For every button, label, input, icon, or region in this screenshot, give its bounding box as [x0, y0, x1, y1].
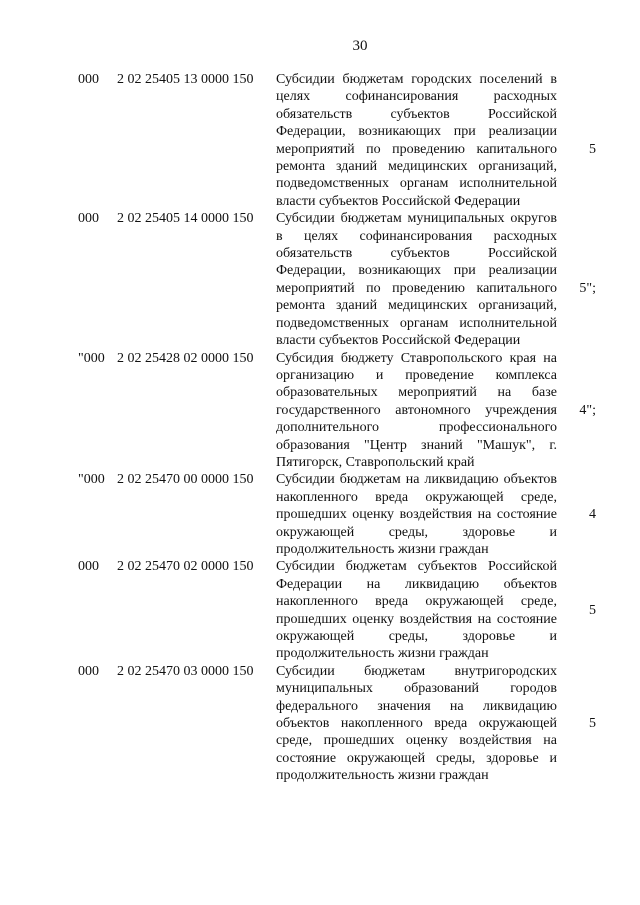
revenue-code: 2 02 25405 14 0000 150 — [117, 211, 254, 227]
table-row — [0, 210, 640, 349]
table-row — [0, 71, 640, 210]
revenue-description: Субсидии бюджетам муниципальных округов в целях софинансирования расходных обязательств субъектов Российской Федерации, возникающих при реализации мероприятий по проведению капитального ремонта зданий медицинских организаций, подведомственных органам исполнительной власти субъектов Российской Федерации — [276, 211, 557, 349]
page-number: 30 — [352, 38, 368, 54]
normative-value: 5"; — [579, 280, 596, 296]
budget-code-table — [0, 71, 640, 785]
revenue-code: 2 02 25470 02 0000 150 — [117, 559, 254, 575]
revenue-code: 2 02 25470 00 0000 150 — [117, 472, 254, 488]
normative-value: 4"; — [579, 402, 596, 418]
revenue-description: Субсидии бюджетам городских поселений в целях софинансирования расходных обязательств субъектов Российской Федерации, возникающих при реализации мероприятий по проведению капитального ремонта зданий медицинских организаций, подведомственных органам исполнительной власти субъектов Российской Федерации — [276, 72, 557, 209]
table-row — [0, 350, 640, 472]
normative-value: 5 — [589, 141, 596, 157]
normative-value: 4 — [589, 507, 596, 523]
admin-code: 000 — [78, 663, 99, 679]
revenue-code: 2 02 25428 02 0000 150 — [117, 350, 254, 366]
revenue-description: Субсидия бюджету Ставропольского края на организацию и проведение комплекса образовательных мероприятий на базе государственного автономного учреждения дополнительного профессионального образования "Центр знаний "Машук", г. Пятигорск, Ставропольский край — [276, 350, 557, 470]
revenue-description: Субсидии бюджетам на ликвидацию объектов накопленного вреда окружающей среде, прошедших оценку воздействия на состояние окружающей среды, здоровье и продолжительность жизни граждан — [276, 472, 557, 557]
admin-code: 000 — [78, 211, 99, 227]
normative-value: 5 — [589, 602, 596, 618]
table-row — [0, 471, 640, 558]
admin-code: 000 — [78, 559, 99, 575]
revenue-description: Субсидии бюджетам субъектов Российской Федерации на ликвидацию объектов накопленного вреда окружающей среде, прошедших оценку воздействия на состояние окружающей среды, здоровье и продолжительность жизни граждан — [276, 559, 557, 662]
normative-value: 5 — [589, 716, 596, 731]
revenue-code: 2 02 25405 13 0000 150 — [117, 72, 254, 87]
admin-code: "000 — [78, 472, 105, 488]
revenue-description: Субсидии бюджетам внутригородских муниципальных образований городов федерального значения на ликвидацию объектов накопленного вреда окружающей среде, прошедших оценку воздействия на состояние окружающей среды, здоровье и продолжительность жизни граждан — [276, 663, 557, 784]
table-row — [0, 558, 640, 662]
table-row — [0, 663, 640, 785]
revenue-code: 2 02 25470 03 0000 150 — [117, 663, 254, 679]
admin-code: 000 — [78, 72, 99, 87]
admin-code: "000 — [78, 350, 105, 366]
